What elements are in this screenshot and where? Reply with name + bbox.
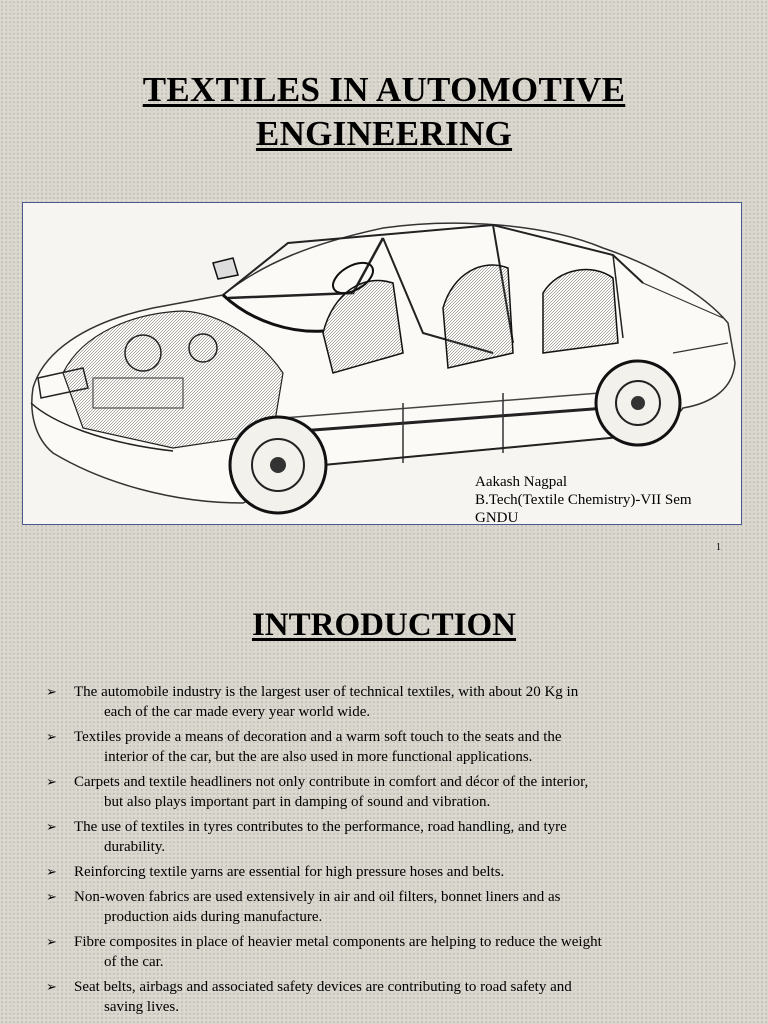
arrowhead-bullet-icon: ➢ bbox=[46, 864, 57, 879]
bullet-text-continuation: durability. bbox=[104, 839, 166, 855]
page-number: 1 bbox=[716, 542, 721, 553]
arrowhead-bullet-icon: ➢ bbox=[46, 729, 57, 744]
bullet-item bbox=[46, 887, 746, 927]
bullet-text bbox=[74, 727, 746, 767]
bullet-text-continuation: of the car. bbox=[104, 954, 164, 970]
bullet-text-line: Reinforcing textile yarns are essential for high pressure hoses and belts. bbox=[74, 864, 505, 880]
bullet-item bbox=[46, 682, 746, 722]
bullet-text bbox=[74, 682, 746, 722]
bullet-text bbox=[74, 887, 746, 927]
bullet-text-line: The use of textiles in tyres contributes to the performance, road handling, and tyre bbox=[74, 819, 567, 835]
bullet-text bbox=[74, 977, 746, 1017]
bullet-text bbox=[74, 932, 746, 972]
author-block bbox=[475, 473, 692, 527]
bullet-item bbox=[46, 862, 746, 882]
arrowhead-bullet-icon: ➢ bbox=[46, 889, 57, 904]
bullet-item bbox=[46, 932, 746, 972]
arrowhead-bullet-icon: ➢ bbox=[46, 979, 57, 994]
bullet-text bbox=[74, 772, 746, 812]
bullet-list bbox=[46, 682, 746, 1022]
arrowhead-bullet-icon: ➢ bbox=[46, 684, 57, 699]
bullet-text-continuation: production aids during manufacture. bbox=[104, 909, 323, 925]
author-course: B.Tech(Textile Chemistry)-VII Sem bbox=[475, 492, 692, 508]
bullet-text bbox=[74, 862, 746, 882]
bullet-item bbox=[46, 727, 746, 767]
bullet-text-line: The automobile industry is the largest user of technical textiles, with about 20 Kg in bbox=[74, 684, 579, 700]
author-name: Aakash Nagpal bbox=[475, 474, 568, 490]
bullet-item bbox=[46, 817, 746, 857]
bullet-text-line: Non-woven fabrics are used extensively in air and oil filters, bonnet liners and as bbox=[74, 889, 561, 905]
bullet-item bbox=[46, 772, 746, 812]
section-title: INTRODUCTION bbox=[251, 607, 517, 643]
bullet-text-line: Carpets and textile headliners not only contribute in comfort and décor of the interior, bbox=[74, 774, 589, 790]
bullet-item bbox=[46, 977, 746, 1017]
bullet-text-continuation: each of the car made every year world wide. bbox=[104, 704, 371, 720]
arrowhead-bullet-icon: ➢ bbox=[46, 774, 57, 789]
slide-title bbox=[0, 68, 768, 156]
author-university: GNDU bbox=[475, 510, 519, 526]
arrowhead-bullet-icon: ➢ bbox=[46, 934, 57, 949]
title-line-1: TEXTILES IN AUTOMOTIVE bbox=[142, 70, 626, 109]
bullet-text-line: Fibre composites in place of heavier metal components are helping to reduce the weight bbox=[74, 934, 602, 950]
arrowhead-bullet-icon: ➢ bbox=[46, 819, 57, 834]
bullet-text bbox=[74, 817, 746, 857]
bullet-text-continuation: interior of the car, but the are also used in more functional applications. bbox=[104, 749, 533, 765]
bullet-text-line: Seat belts, airbags and associated safety devices are contributing to road safety and bbox=[74, 979, 572, 995]
bullet-text-line: Textiles provide a means of decoration and a warm soft touch to the seats and the bbox=[74, 729, 562, 745]
title-line-2: ENGINEERING bbox=[255, 114, 513, 153]
bullet-text-continuation: saving lives. bbox=[104, 999, 179, 1015]
bullet-text-continuation: but also plays important part in damping of sound and vibration. bbox=[104, 794, 491, 810]
